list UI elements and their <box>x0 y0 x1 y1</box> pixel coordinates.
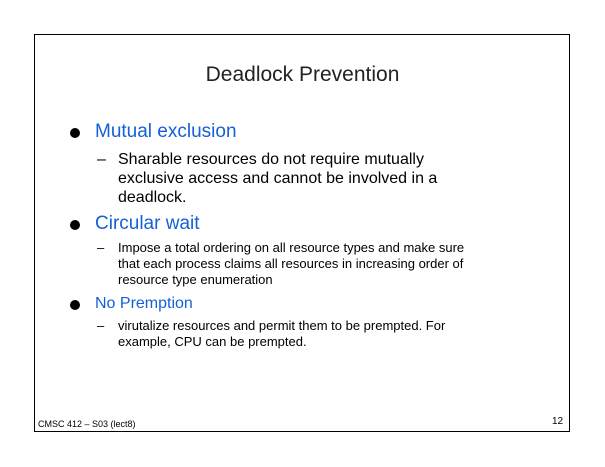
sub-point-line: Sharable resources do not require mutually <box>118 151 424 168</box>
sub-point-line: deadlock. <box>118 189 187 206</box>
sub-point-line: resource type enumeration <box>118 272 273 287</box>
bullet-dot-icon <box>70 220 80 230</box>
bullet-heading: Mutual exclusion <box>95 121 237 142</box>
dash-marker: – <box>97 240 105 255</box>
bullet-dot-icon <box>70 300 80 310</box>
course-footer: CMSC 412 – S03 (lect8) <box>38 419 136 429</box>
bullet-heading: Circular wait <box>95 213 200 234</box>
sub-point-text <box>118 318 445 350</box>
page-number: 12 <box>552 416 564 427</box>
sub-point-line: example, CPU can be prempted. <box>118 334 307 349</box>
dash-marker: – <box>97 318 105 333</box>
bullet-dot-icon <box>70 128 80 138</box>
sub-point-text <box>118 150 437 207</box>
slide-title: Deadlock Prevention <box>205 63 400 86</box>
sub-point-text <box>118 240 464 288</box>
dash-marker: – <box>97 151 106 168</box>
sub-point-line: that each process claims all resources in increasing order of <box>118 256 464 271</box>
sub-point-line: exclusive access and cannot be involved in a <box>118 170 438 187</box>
sub-point-line: Impose a total ordering on all resource types and make sure <box>118 240 465 255</box>
sub-point-line: virutalize resources and permit them to be prempted. For <box>118 318 446 333</box>
bullet-heading: No Premption <box>95 295 193 312</box>
